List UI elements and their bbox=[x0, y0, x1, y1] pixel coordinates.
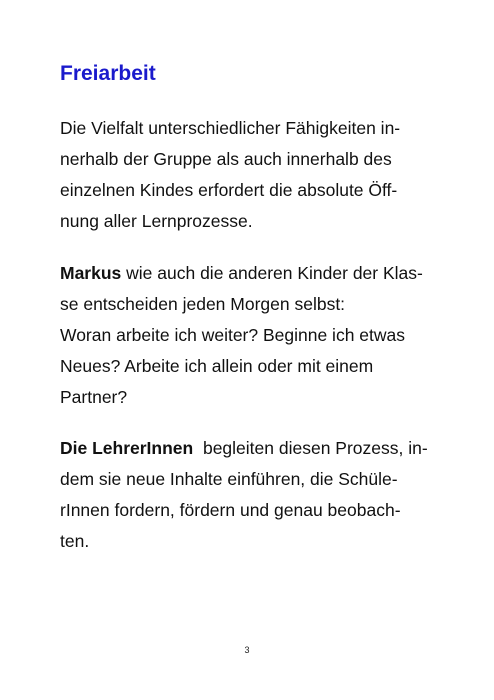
line-rest: begleiten diesen Prozess, in- bbox=[193, 438, 428, 458]
paragraph-line: Neues? Arbeite ich allein oder mit einem bbox=[60, 356, 374, 376]
paragraph-intro bbox=[60, 113, 440, 237]
paragraph-line: dem sie neue Inhalte einführen, die Schüle- bbox=[60, 469, 398, 489]
paragraph-line: einzelnen Kindes erfordert die absolute Öff- bbox=[60, 180, 398, 200]
paragraph-line: Woran arbeite ich weiter? Beginne ich etwas bbox=[60, 325, 406, 345]
page-heading: Freiarbeit bbox=[60, 62, 156, 85]
paragraph-line bbox=[60, 258, 440, 289]
paragraph-line: rInnen fordern, fördern und genau beobach- bbox=[60, 500, 401, 520]
paragraph-markus bbox=[60, 258, 440, 413]
paragraph-line: Die Vielfalt unterschiedlicher Fähigkeiten in- bbox=[60, 118, 401, 138]
paragraph-line: Partner? bbox=[60, 387, 128, 407]
line-rest: wie auch die anderen Kinder der Klas- bbox=[121, 263, 423, 283]
bold-lead-markus: Markus bbox=[60, 263, 122, 283]
paragraph-teachers bbox=[60, 433, 440, 557]
bold-lead-teachers: Die LehrerInnen bbox=[60, 438, 194, 458]
paragraph-line: nerhalb der Gruppe als auch innerhalb des bbox=[60, 149, 392, 169]
paragraph-line: nung aller Lernprozesse. bbox=[60, 211, 253, 231]
paragraph-line: ten. bbox=[60, 531, 90, 551]
paragraph-line bbox=[60, 433, 440, 464]
paragraph-line: se entscheiden jeden Morgen selbst: bbox=[60, 294, 346, 314]
page-number: 3 bbox=[244, 645, 250, 655]
